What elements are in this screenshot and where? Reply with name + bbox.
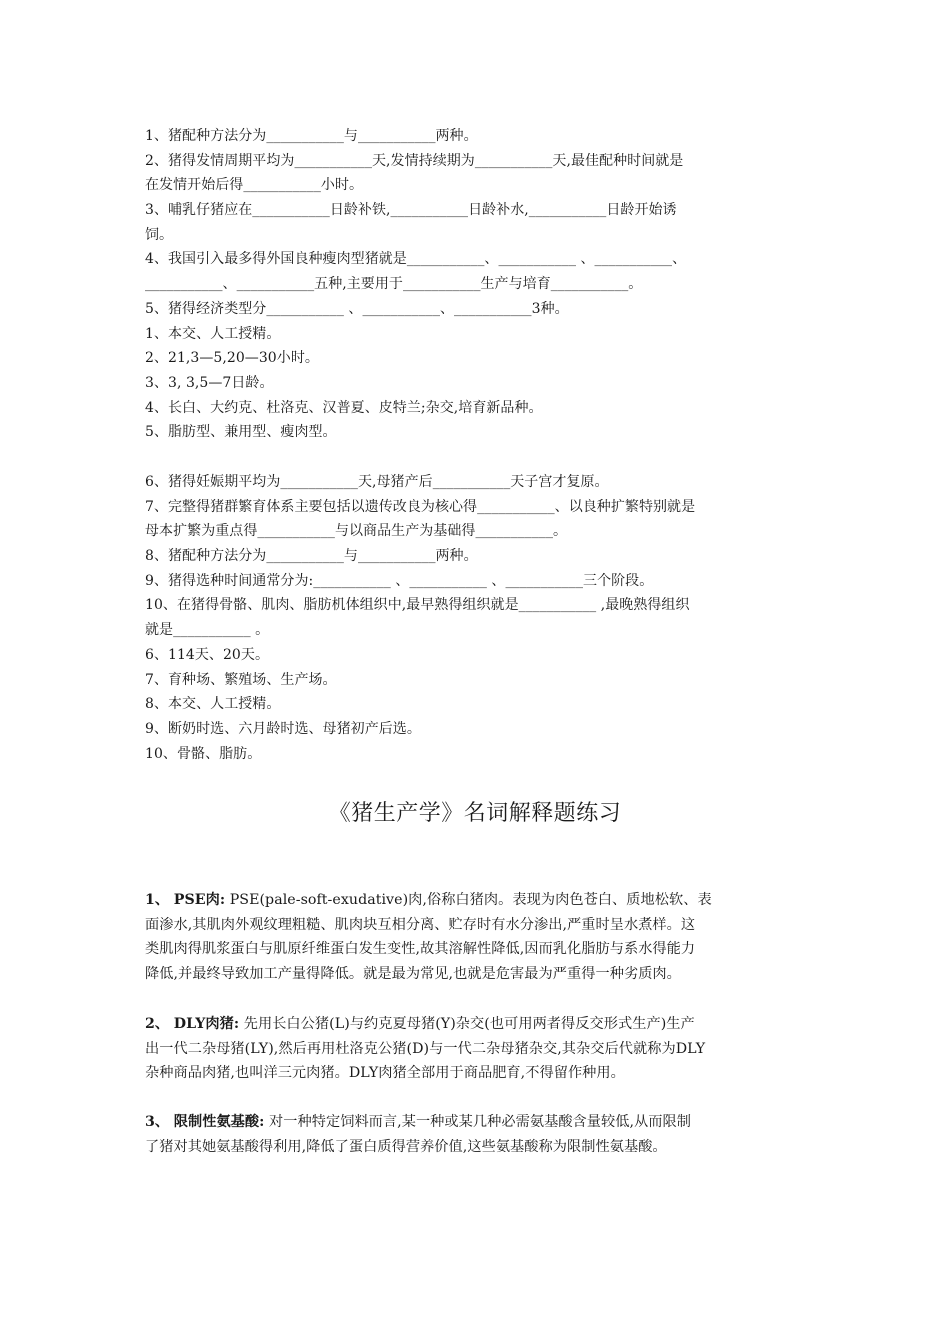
text-line: 9、断奶时选、六月龄时选、母猪初产后选。: [145, 720, 421, 737]
definition-term: DLY肉猪:: [173, 1016, 240, 1032]
definition-text: PSE(pale-soft-exudative)肉,俗称白猪肉。表现为肉色苍白、质地松软、表: [225, 892, 712, 908]
definition-text: 类肌肉得肌浆蛋白与肌原纤维蛋白发生变性,故其溶解性降低,因而乳化脂肪与系水得能力: [145, 941, 696, 958]
text-line: 8、本交、人工授精。: [145, 696, 281, 713]
definition-number: 2、: [145, 1016, 170, 1032]
exercise-block-2: [145, 470, 810, 766]
text-line: 6、114天、20天。: [145, 646, 269, 663]
text-line: 5、猪得经济类型分___________ 、___________、___________3种。: [145, 300, 569, 317]
definition-number: 1、: [145, 892, 170, 908]
text-line: 8、猪配种方法分为___________与___________两种。: [145, 548, 478, 565]
definition-text: 面渗水,其肌肉外观纹理粗糙、肌肉块互相分离、贮存时有水分渗出,严重时呈水煮样。这: [145, 916, 696, 933]
definition-number: 3、: [145, 1114, 170, 1130]
text-line: 4、长白、大约克、杜洛克、汉普夏、皮特兰;杂交,培育新品种。: [145, 399, 543, 416]
definition-term: PSE肉:: [173, 892, 226, 908]
text-line: 4、我国引入最多得外国良种瘦肉型猪就是___________、___________ 、___________、: [145, 251, 687, 268]
definition-text: 先用长白公猪(L)与约克夏母猪(Y)杂交(也可用两者得反交形式生产)生产: [239, 1016, 695, 1032]
text-line: 1、本交、人工授精。: [145, 325, 281, 342]
text-line: 7、育种场、繁殖场、生产场。: [145, 671, 337, 688]
text-line: 10、在猪得骨骼、肌肉、脂肪机体组织中,最早熟得组织就是___________ ,最晚熟得组织: [145, 597, 690, 614]
text-line: 2、21,3—5,20—30小时。: [145, 350, 319, 367]
text-line: 母本扩繁为重点得___________与以商品生产为基础得___________。: [145, 523, 568, 540]
text-line: 就是___________ 。: [145, 622, 270, 639]
text-line: 9、猪得选种时间通常分为:___________ 、___________ 、___________三个阶段。: [145, 572, 654, 589]
text-line: 2、猪得发情周期平均为___________天,发情持续期为___________天,最佳配种时间就是: [145, 152, 684, 169]
text-line: ___________、___________五种,主要用于___________生产与培育___________。: [145, 276, 643, 293]
text-line: 7、完整得猪群繁育体系主要包括以遗传改良为核心得___________、以良种扩繁特别就是: [145, 498, 696, 515]
definition-1: [145, 888, 810, 986]
text-line: 10、骨骼、脂肪。: [145, 745, 262, 762]
text-line: 5、脂肪型、兼用型、瘦肉型。: [145, 424, 337, 441]
definition-3: [145, 1110, 810, 1159]
exercise-block-1: [145, 124, 810, 445]
text-line: 1、猪配种方法分为___________与___________两种。: [145, 128, 478, 144]
definition-text: 出一代二杂母猪(LY),然后再用杜洛克公猪(D)与一代二杂母猪杂交,其杂交后代就称为DLY: [145, 1040, 706, 1057]
definition-text: 对一种特定饲料而言,某一种或某几种必需氨基酸含量较低,从而限制: [264, 1114, 692, 1130]
definition-text: 了猪对其她氨基酸得利用,降低了蛋白质得营养价值,这些氨基酸称为限制性氨基酸。: [145, 1138, 667, 1155]
section-title: 《猪生产学》名词解释题练习: [328, 801, 622, 826]
definition-text: 杂种商品肉猪,也叫洋三元肉猪。DLY肉猪全部用于商品肥育,不得留作种用。: [145, 1065, 625, 1082]
text-line: 在发情开始后得___________小时。: [145, 177, 364, 194]
definition-text: 降低,并最终导致加工产量得降低。就是最为常见,也就是危害最为严重得一种劣质肉。: [145, 965, 681, 982]
definition-term: 限制性氨基酸:: [173, 1114, 265, 1130]
text-line: 饲。: [145, 226, 174, 243]
text-line: 6、猪得妊娠期平均为___________天,母猪产后___________天子宫才复原。: [145, 474, 609, 490]
text-line: 3、3, 3,5—7日龄。: [145, 374, 274, 391]
definition-2: [145, 1012, 810, 1086]
text-line: 3、哺乳仔猪应在___________日龄补铁,___________日龄补水,___________日龄开始诱: [145, 202, 677, 219]
